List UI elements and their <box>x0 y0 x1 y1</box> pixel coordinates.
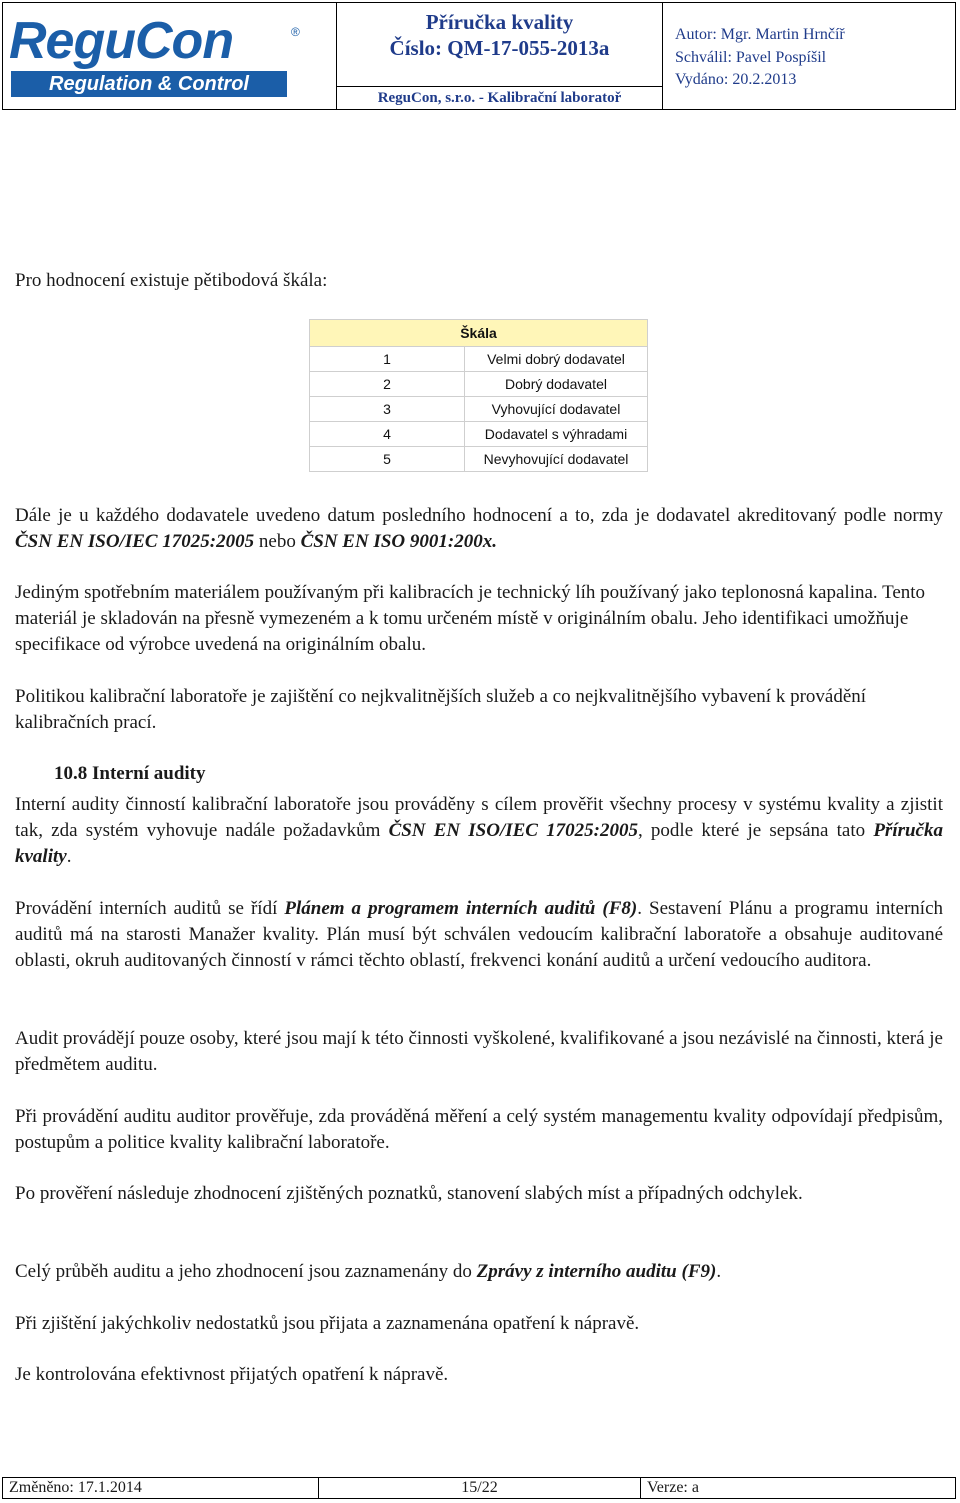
form-reference: Zprávy z interního auditu (F9) <box>476 1261 717 1282</box>
issue-date: Vydáno: 20.2.2013 <box>675 71 797 88</box>
paragraph-audit-verification: Při provádění auditu auditor prověřuje, zda prováděná měření a celý systém managementu kvality odpovídají předpisům, postupům a politice kvality kalibrační laboratoře. <box>15 1106 943 1153</box>
text-run: nebo <box>254 531 301 552</box>
form-reference: Plánem a programem interních auditů (F8) <box>284 898 638 919</box>
scale-description: Velmi dobrý dodavatel <box>465 347 648 372</box>
paragraph-corrective-actions: Při zjištění jakýchkoliv nedostatků jsou přijata a zaznamenána opatření k nápravě. <box>15 1313 640 1334</box>
document-meta <box>663 3 955 109</box>
scale-description: Dodavatel s výhradami <box>465 422 648 447</box>
text-run: Celý průběh auditu a jeho zhodnocení jsou zaznamenány do <box>15 1261 477 1282</box>
text-run: Interní audity činností kalibrační laboratoře jsou prováděny s cílem prověřit všechny procesy v systému kvality a zjistit tak, zda systém vyhovuje nadále požadavkům <box>15 794 943 841</box>
standard-reference: ČSN EN ISO/IEC 17025:2005 <box>388 820 638 841</box>
table-row <box>310 347 648 372</box>
page-footer <box>2 1477 956 1499</box>
registered-mark: ® <box>291 25 300 39</box>
section-heading: 10.8 Interní audity <box>54 763 206 784</box>
text-run: . Sestavení Plánu a programu interních auditů má na starosti Manažer kvality. Plán musí být schválen vedoucím kalibrační laboratoře a obsahuje auditované oblasti, okruh auditovaných činností v rámci těchto oblastí, frekvenci konání auditů a určení vedoucího auditora. <box>15 898 943 971</box>
document-title-block <box>337 3 663 109</box>
scale-number: 4 <box>310 422 465 447</box>
scale-number: 2 <box>310 372 465 397</box>
standard-reference: ČSN EN ISO/IEC 17025:2005 <box>15 531 255 552</box>
paragraph-audit-record <box>15 1259 943 1285</box>
approved-by: Schválil: Pavel Pospíšil <box>675 49 827 66</box>
scale-intro: Pro hodnocení existuje pětibodová škála: <box>15 270 328 291</box>
paragraph-auditors: Audit provádějí pouze osoby, které jsou mají k této činnosti vyškolené, kvalifikované a jsou nezávislé na činnosti, která je předmětem auditu. <box>15 1028 943 1075</box>
table-row <box>310 372 648 397</box>
scale-number: 1 <box>310 347 465 372</box>
document-title: Příručka kvality <box>425 10 574 34</box>
scale-description: Vyhovující dodavatel <box>465 397 648 422</box>
document-number: Číslo: QM-17-055-2013a <box>389 36 610 60</box>
table-row <box>310 397 648 422</box>
version: Verze: a <box>647 1479 699 1496</box>
paragraph-audit-plan <box>15 896 943 974</box>
logo <box>3 3 337 109</box>
text-run: Dále je u každého dodavatele uvedeno datum posledního hodnocení a to, zda je dodavatel akreditovaný podle normy <box>15 505 943 526</box>
paragraph-policy: Politikou kalibrační laboratoře je zajištění co nejkvalitnějších služeb a co nejkvalitnějšího vybavení k provádění kalibračních prací. <box>15 686 867 733</box>
text-run: , podle které je sepsána tato <box>638 820 874 841</box>
table-header-row <box>310 320 648 347</box>
document-reference: Příručka kvality <box>15 820 943 867</box>
scale-number: 5 <box>310 447 465 472</box>
paragraph-internal-audits <box>15 792 943 870</box>
text-run: . <box>66 846 72 867</box>
text-run: Provádění interních auditů se řídí <box>15 898 285 919</box>
table-row <box>310 447 648 472</box>
standard-reference: ČSN EN ISO 9001:200x. <box>300 531 497 552</box>
logo-wordmark: ReguCon <box>9 12 234 70</box>
scale-number: 3 <box>310 397 465 422</box>
text-run: . <box>716 1261 722 1282</box>
author: Autor: Mgr. Martin Hrnčíř <box>675 26 845 43</box>
paragraph-consumables: Jediným spotřebním materiálem používaným při kalibracích je technický líh používaný jako teplonosná kapalina. Tento materiál je skladován na přesně vymezeném a k tomu určeném místě v originálním obalu. Jeho identifikaci umožňuje specifikace od výrobce uvedená na originálním obalu. <box>15 582 926 655</box>
logo-tagline: Regulation & Control <box>11 71 287 97</box>
company-name: ReguCon, s.r.o. - Kalibrační laboratoř <box>337 86 662 109</box>
changed-date: Změněno: 17.1.2014 <box>3 1478 319 1498</box>
scale-description: Dobrý dodavatel <box>465 372 648 397</box>
paragraph-effectiveness: Je kontrolována efektivnost přijatých opatření k nápravě. <box>15 1364 449 1385</box>
paragraph-supplier-accreditation <box>15 503 943 555</box>
paragraph-evaluation: Po prověření následuje zhodnocení zjištěných poznatků, stanovení slabých míst a případných odchylek. <box>15 1183 803 1204</box>
rating-scale-table <box>309 319 648 472</box>
page-number: 15/22 <box>319 1478 641 1498</box>
table-header: Škála <box>310 320 648 347</box>
page-header <box>2 2 956 110</box>
table-row <box>310 422 648 447</box>
scale-description: Nevyhovující dodavatel <box>465 447 648 472</box>
